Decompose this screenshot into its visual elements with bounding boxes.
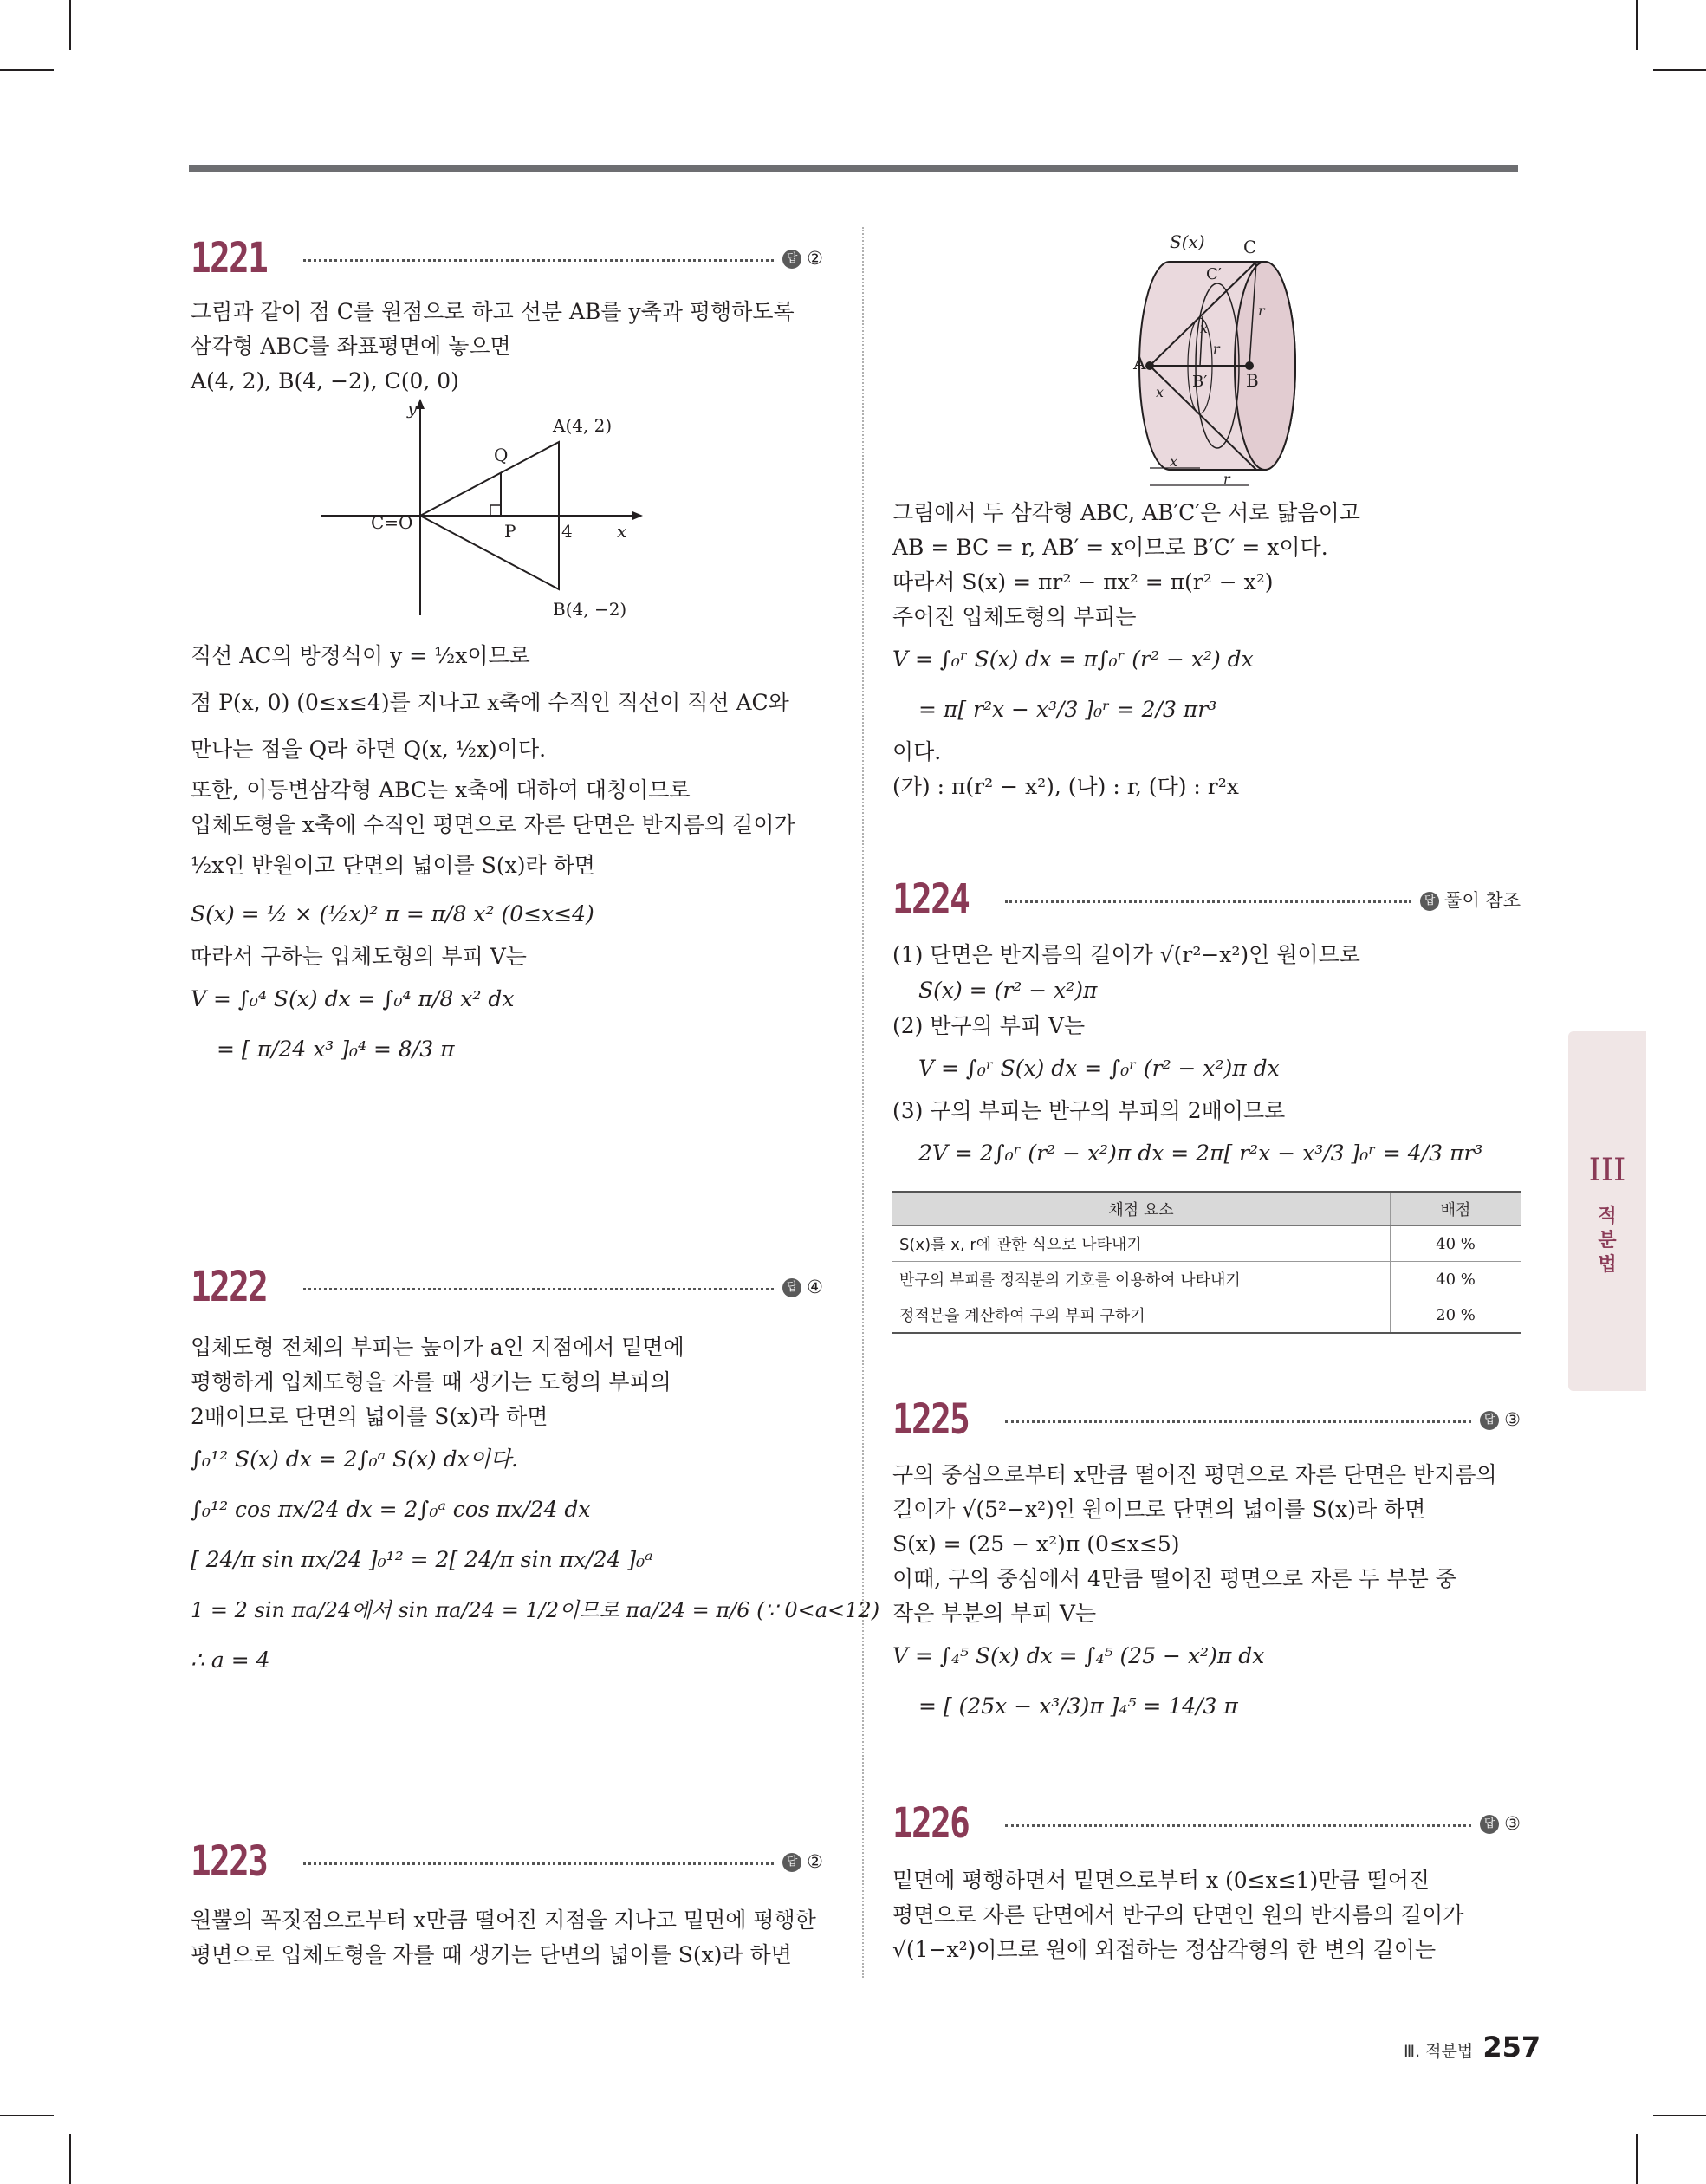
text-line: 길이가 √(5²−x²)인 원이므로 단면의 넓이를 S(x)라 하면 <box>892 1497 1426 1522</box>
point-a-dot <box>1145 361 1154 370</box>
leader-dots <box>1005 900 1411 903</box>
text-line: 입체도형을 x축에 수직인 평면으로 자른 단면은 반지름의 길이가 <box>191 812 795 837</box>
answer-label <box>782 1851 823 1872</box>
sx-label: S(x) <box>1170 231 1205 252</box>
text-line: 그림에서 두 삼각형 ABC, AB′C′은 서로 닮음이고 <box>892 500 1360 525</box>
text-line: √(1−x²)이므로 원에 외접하는 정삼각형의 한 변의 길이는 <box>892 1937 1437 1962</box>
chapter-label <box>1568 1205 1646 1277</box>
text-line: (3) 구의 부피는 반구의 부피의 2배이므로 <box>892 1098 1286 1123</box>
problem-number: 1224 <box>892 875 970 924</box>
x-label-2: x <box>1156 384 1164 400</box>
crop-mark <box>1653 69 1706 71</box>
problem-header <box>191 1261 823 1313</box>
r-dim-label: r <box>1223 471 1230 487</box>
problem-number: 1221 <box>191 234 268 283</box>
answer-value: ② <box>807 1851 823 1872</box>
answer-badge: 답 <box>1480 1815 1499 1834</box>
table-cell: 40 % <box>1391 1262 1521 1297</box>
top-rule <box>189 165 1518 172</box>
page-footer <box>1404 2031 1541 2064</box>
math-line: ∫₀¹² S(x) dx = 2∫₀ᵃ S(x) dx이다. <box>191 1446 518 1472</box>
text-line: 밑면에 평행하면서 밑면으로부터 x (0≤x≤1)만큼 떨어진 <box>892 1868 1430 1893</box>
text-line: 만나는 점을 Q라 하면 Q(x, ½x)이다. <box>191 737 547 762</box>
crop-mark <box>69 2134 71 2184</box>
text-line: 점 P(x, 0) (0≤x≤4)를 지나고 x축에 수직인 직선이 직선 AC와 <box>191 690 789 715</box>
problem-number: 1225 <box>892 1395 970 1444</box>
problem-header <box>191 232 823 284</box>
origin-label: C=O <box>371 512 413 533</box>
answer-value: 풀이 참조 <box>1444 890 1521 911</box>
text-line: 또한, 이등변삼각형 ABC는 x축에 대하여 대칭이므로 <box>191 777 691 803</box>
bprime-label: B′ <box>1192 373 1208 391</box>
scoring-table <box>892 1191 1521 1334</box>
table-cell: 정적분을 계산하여 구의 부피 구하기 <box>892 1297 1391 1334</box>
chapter-label-char: 분 <box>1598 1230 1617 1251</box>
text-line: 따라서 구하는 입체도형의 부피 V는 <box>191 944 527 969</box>
math-line: ∫₀¹² cos πx/24 dx = 2∫₀ᵃ cos πx/24 dx <box>191 1497 591 1522</box>
leader-dots <box>303 1862 774 1865</box>
math-line: ∴ a = 4 <box>191 1648 270 1673</box>
crop-mark <box>69 0 71 50</box>
answer-label <box>782 248 823 269</box>
table-row <box>892 1297 1521 1334</box>
page-number: 257 <box>1482 2031 1541 2064</box>
leader-dots <box>303 1288 774 1290</box>
table-row <box>892 1262 1521 1297</box>
problem-1222 <box>191 1261 880 1686</box>
answer-value: ④ <box>807 1277 823 1297</box>
text-line: 평면으로 자른 단면에서 반구의 단면인 원의 반지름의 길이가 <box>892 1902 1464 1927</box>
y-axis-arrow <box>416 399 425 409</box>
problem-1226 <box>892 1797 1521 1967</box>
problem-number: 1222 <box>191 1263 268 1311</box>
math-line: [ 24/π sin πx/24 ]₀¹² = 2[ 24/π sin πx/24 ]₀ᵃ <box>191 1547 653 1572</box>
math-line: S(x) = ½ × (½x)² π = π/8 x² (0≤x≤4) <box>191 901 594 926</box>
table-cell: 40 % <box>1391 1226 1521 1262</box>
problem-1225 <box>892 1394 1521 1732</box>
answer-value: ③ <box>1504 1813 1521 1834</box>
crop-mark <box>1653 2115 1706 2116</box>
text-line: 작은 부분의 부피 V는 <box>892 1601 1097 1626</box>
table-cell: 20 % <box>1391 1297 1521 1334</box>
cylinder-cone-figure <box>892 227 1521 496</box>
text-line: 원뿔의 꼭짓점으로부터 x만큼 떨어진 지점을 지나고 밑면에 평행한 <box>191 1908 816 1933</box>
chapter-label-char: 법 <box>1598 1254 1617 1276</box>
column-divider <box>862 227 865 1978</box>
text-line: 입체도형 전체의 부피는 높이가 a인 지점에서 밑면에 <box>191 1335 684 1360</box>
answer-label <box>1420 887 1521 913</box>
point-p-label: P <box>504 521 516 542</box>
x-axis-arrow <box>632 511 643 520</box>
problem-1221 <box>191 232 823 1075</box>
table-header: 채점 요소 <box>892 1192 1391 1226</box>
table-cell: 반구의 부피를 정적분의 기호를 이용하여 나타내기 <box>892 1262 1391 1297</box>
x-label-1: x <box>1200 320 1209 336</box>
point-b-dot <box>1245 361 1254 370</box>
table-cell: S(x)를 x, r에 관한 식으로 나타내기 <box>892 1226 1391 1262</box>
problem-header <box>191 1836 823 1888</box>
text-line: (1) 단면은 반지름의 길이가 √(r²−x²)인 원이므로 <box>892 942 1360 967</box>
crop-mark <box>0 69 54 71</box>
right-angle-mark <box>490 505 501 516</box>
math-line: = [ (25x − x³/3)π ]₄⁵ = 14/3 π <box>918 1693 1238 1719</box>
b-label: B <box>1246 370 1259 391</box>
text-line: 따라서 S(x) = πr² − πx² = π(r² − x²) <box>892 569 1274 595</box>
point-q-label: Q <box>494 445 509 465</box>
math-line: V = ∫₀ʳ S(x) dx = π∫₀ʳ (r² − x²) dx <box>892 647 1254 672</box>
math-line: S(x) = (r² − x²)π <box>918 978 1098 1003</box>
problem-1224 <box>892 874 1521 1334</box>
table-header: 배점 <box>1391 1192 1521 1226</box>
text-line: 그림과 같이 점 C를 원점으로 하고 선분 AB를 y축과 평행하도록 <box>191 299 795 324</box>
text-line: 직선 AC의 방정식이 y = ½x이므로 <box>191 643 530 668</box>
answer-badge: 답 <box>1420 892 1439 911</box>
x-dim-label: x <box>1170 453 1178 470</box>
answer-label <box>1480 1813 1521 1834</box>
math-line: 2V = 2∫₀ʳ (r² − x²)π dx = 2π[ r²x − x³/3 ]₀ʳ = 4/3 πr³ <box>918 1141 1483 1166</box>
chapter-label-char: 적 <box>1598 1206 1617 1227</box>
answer-label <box>1480 1409 1521 1430</box>
c-label: C <box>1243 237 1257 257</box>
triangle-graph-figure <box>191 399 823 624</box>
answer-label <box>782 1277 823 1297</box>
text-line: S(x) = (25 − x²)π (0≤x≤5) <box>892 1531 1180 1557</box>
math-line: V = ∫₀⁴ S(x) dx = ∫₀⁴ π/8 x² dx <box>191 986 515 1011</box>
chapter-roman-numeral: III <box>1588 1153 1626 1188</box>
answer-badge: 답 <box>1480 1411 1499 1430</box>
problem-header <box>892 874 1521 926</box>
leader-dots <box>1005 1824 1471 1827</box>
point-b-label: B(4, −2) <box>553 599 627 620</box>
leader-dots <box>303 259 774 262</box>
point-a-label: A(4, 2) <box>553 415 613 436</box>
text-line: 2배이므로 단면의 넓이를 S(x)라 하면 <box>191 1404 548 1429</box>
text-line: 평행하게 입체도형을 자를 때 생기는 도형의 부피의 <box>191 1369 671 1394</box>
text-line: 삼각형 ABC를 좌표평면에 놓으면 <box>191 334 511 359</box>
text-line: (2) 반구의 부피 V는 <box>892 1013 1086 1038</box>
problem-header <box>892 1797 1521 1849</box>
x-axis-label: x <box>617 521 627 542</box>
problem-1223 <box>191 1836 823 1973</box>
problem-1223-continued <box>892 227 1521 804</box>
leader-dots <box>1005 1420 1471 1423</box>
math-line: V = ∫₄⁵ S(x) dx = ∫₄⁵ (25 − x²)π dx <box>892 1643 1265 1668</box>
math-line: = π[ r²x − x³/3 ]₀ʳ = 2/3 πr³ <box>918 697 1217 722</box>
math-line: 1 = 2 sin πa/24에서 sin πa/24 = 1/2이므로 πa/24 = π/6 (∵ 0<a<12) <box>191 1598 880 1622</box>
problem-header <box>892 1394 1521 1446</box>
text-line: 구의 중심으로부터 x만큼 떨어진 평면으로 자른 단면은 반지름의 <box>892 1462 1497 1487</box>
tick-four-label: 4 <box>561 521 573 542</box>
answer-badge: 답 <box>782 1278 801 1297</box>
answer-value: ② <box>807 248 823 269</box>
math-line: V = ∫₀ʳ S(x) dx = ∫₀ʳ (r² − x²)π dx <box>918 1056 1280 1081</box>
problem-number: 1223 <box>191 1837 268 1886</box>
answer-badge: 답 <box>782 250 801 269</box>
text-line: 주어진 입체도형의 부피는 <box>892 604 1137 629</box>
crop-mark <box>1636 2134 1638 2184</box>
crop-mark <box>1636 0 1638 50</box>
text-line: 평면으로 입체도형을 자를 때 생기는 단면의 넓이를 S(x)라 하면 <box>191 1942 792 1967</box>
text-line: AB = BC = r, AB′ = x이므로 B′C′ = x이다. <box>892 535 1328 560</box>
problem-number: 1226 <box>892 1799 970 1848</box>
math-line: = [ π/24 x³ ]₀⁴ = 8/3 π <box>217 1037 455 1062</box>
answer-value: ③ <box>1504 1409 1521 1430</box>
y-axis-label: y <box>407 399 418 419</box>
text-line: 이때, 구의 중심에서 4만큼 떨어진 평면으로 자른 두 부분 중 <box>892 1566 1456 1591</box>
cprime-label: C′ <box>1206 265 1222 283</box>
text-line: A(4, 2), B(4, −2), C(0, 0) <box>191 368 459 393</box>
r-label-2: r <box>1213 341 1220 357</box>
r-label-1: r <box>1258 302 1265 319</box>
text-line: ½x인 반원이고 단면의 넓이를 S(x)라 하면 <box>191 853 595 878</box>
text-line: (가) : π(r² − x²), (나) : r, (다) : r²x <box>892 774 1239 799</box>
answer-badge: 답 <box>782 1853 801 1872</box>
chapter-side-tab <box>1568 1031 1646 1391</box>
text-line: 이다. <box>892 739 942 764</box>
crop-mark <box>0 2115 54 2116</box>
table-header-row <box>892 1192 1521 1226</box>
a-label: A <box>1133 353 1146 374</box>
table-row <box>892 1226 1521 1262</box>
footer-section: Ⅲ. 적분법 <box>1404 2042 1474 2061</box>
